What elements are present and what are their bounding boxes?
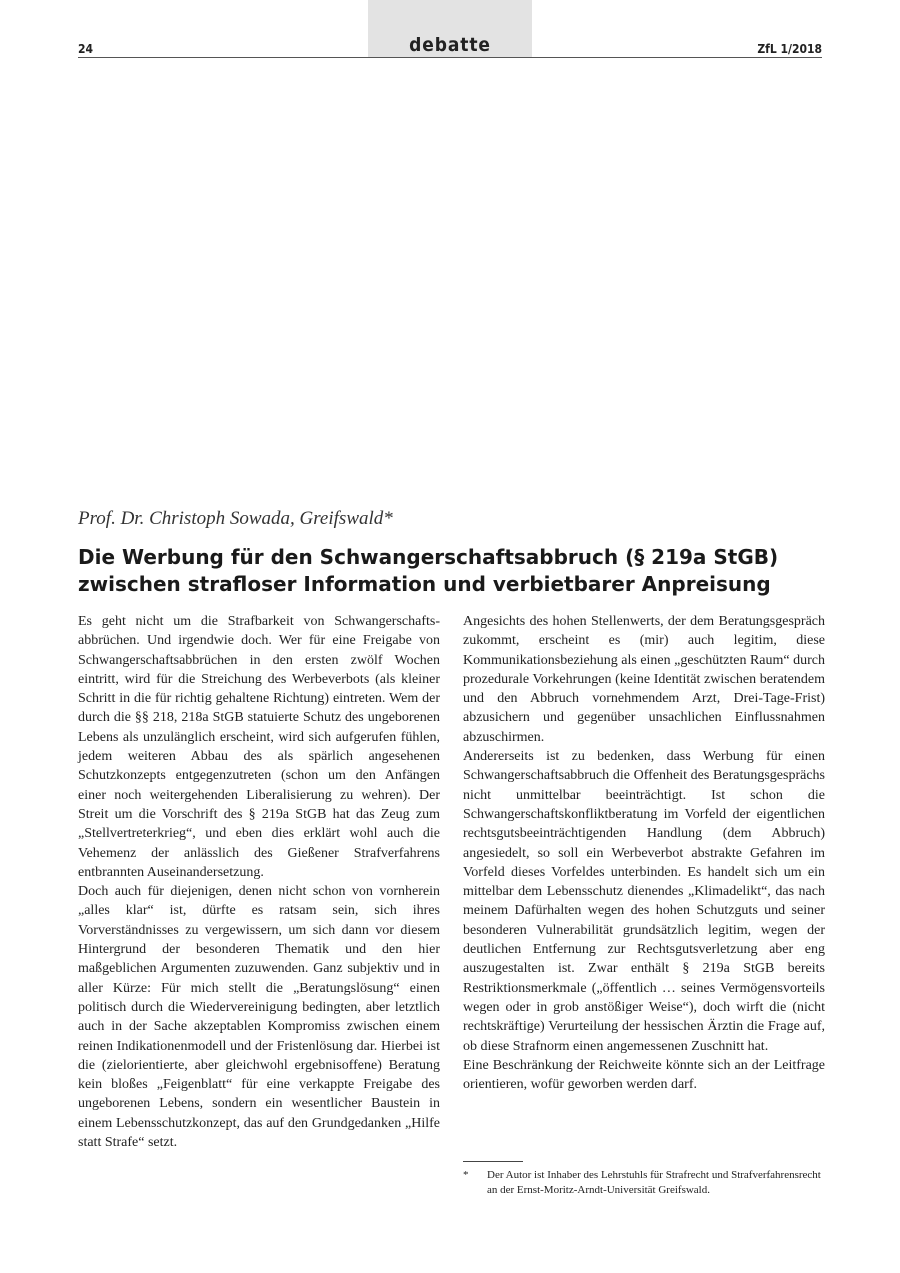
header-rule <box>78 57 822 58</box>
left-paragraph-2: Doch auch für diejenigen, denen nicht schon von vornherein „alles klar“ ist, dürfte es ratsam sein, sich ihres Vorverständnisses zu vergewissern, um sich dann vor diesem Hintergrund der besonderen Thematik und den hier maßgeblichen Argumenten zuzuwenden. Ganz subjektiv und in aller Kürze: Für mich stellt die „Beratungslösung“ einen politisch durch die Wiedervereinigung bedingten, aber letztlich auch in der Sache akzeptablen Kompromiss zwischen einem reinen Indikationenmodell und der Fristenlösung dar. Hierbei ist die (zielorientierte, aber gleichwohl ergebnisoffene) Beratung kein bloßes „Feigenblatt“ für eine verkappte Freigabe des ungeborenen Lebens, sondern ein wesentlicher Baustein in einem Lebensschutzkonzept, das auf den Grundgedanken „Hilfe statt Strafe“ setzt. <box>78 884 440 1151</box>
footnote-rule <box>463 1161 523 1162</box>
right-paragraph-3: Eine Beschränkung der Reichweite könnte sich an der Leitfrage orientieren, wofür geworben werden darf. <box>463 1057 825 1093</box>
article-author: Prof. Dr. Christoph Sowada, Greifswald* <box>78 508 393 529</box>
article-title-line-2: zwischen strafloser Information und verbietbarer Anpreisung <box>78 572 771 596</box>
header-section-label: debatte <box>409 34 491 56</box>
left-paragraph-1: Es geht nicht um die Strafbarkeit von Schwangerschaftsabbrüchen. Und irgendwie doch. Wer für eine Freigabe von Schwangerschaftsabbrüchen in den ersten zwölf Wochen eintritt, wird für die Streichung des Werbeverbots (als kleiner Schritt in die für richtig gehaltene Richtung) eintreten. Wem der durch die §§ 218, 218a StGB statuierte Schutz des ungeborenen Lebens als unzulänglich erscheint, wird sich aufgerufen fühlen, jedem weiteren Abbau des als spärlich angesehenen Schutzkonzepts entgegenzutreten (schon um den Anfängen einer noch weitergehenden Liberalisierung zu wehren). Der Streit um die Vorschrift des § 219a StGB hat das Zeug zum „Stellvertreterkrieg“, und eben dies erklärt wohl auch die Vehemenz der anlässlich des Gießener Strafverfahrens entbrannten Auseinandersetzung. <box>78 614 440 880</box>
right-paragraph-1: Angesichts des hohen Stellenwerts, der dem Beratungsgespräch zukommt, erscheint es (mir) auch legitim, diese Kommunikationsbeziehung als einen „geschützten Raum“ durch prozedurale Vorkehrungen (keine Identität zwischen beratendem und den Abbruch vornehmendem Arzt, Drei-Tage-Frist) abzusichern und gegenüber unsachlichen Einflussnahmen abzuschirmen. <box>463 614 825 745</box>
article-title <box>78 544 838 598</box>
right-column <box>463 612 825 1094</box>
right-paragraph-2: Andererseits ist zu bedenken, dass Werbung für einen Schwangerschaftsabbruch die Offenheit des Beratungsgesprächs nicht unmittelbar beeinträchtigt. Ist schon die Schwangerschaftskonfliktberatung im Vorfeld der eigentlichen rechtsgutsbeeinträchtigenden Handlung (dem Abbruch) angesiedelt, so soll ein Werbeverbot abstrakte Gefahren im Vorfeld dieses Vorfeldes unterbinden. Es handelt sich um ein mittelbar dem Lebensschutz dienendes „Klimadelikt“, das nach meinem Dafürhalten wegen des hohen Schutzguts und seiner besonderen Vulnerabilität grundsätzlich legitim, wegen der deutlichen Entfernung zur Rechtsgutsverletzung aber eng auszugestalten ist. Zwar enthält § 219a StGB bereits Restriktionsmerkmale („öffentlich … seines Vermögensvorteils wegen oder in grob anstößiger Weise“), doch wirft die (nicht rechtskräftige) Verurteilung der hessischen Ärztin die Frage auf, ob diese Strafnorm einen angemessenen Zuschnitt hat. <box>463 749 825 1054</box>
article-title-line-1: Die Werbung für den Schwangerschaftsabbruch (§ 219a StGB) <box>78 545 779 569</box>
footnote <box>463 1168 823 1198</box>
footnote-text: Der Autor ist Inhaber des Lehrstuhls für Strafrecht und Strafverfahrensrecht an der Ernst-Moritz-Arndt-Universität Greifswald. <box>487 1169 821 1196</box>
header-issue: ZfL 1/2018 <box>757 42 822 56</box>
header-page-number: 24 <box>78 42 94 56</box>
footnote-marker: * <box>463 1169 469 1181</box>
left-column <box>78 612 440 1152</box>
